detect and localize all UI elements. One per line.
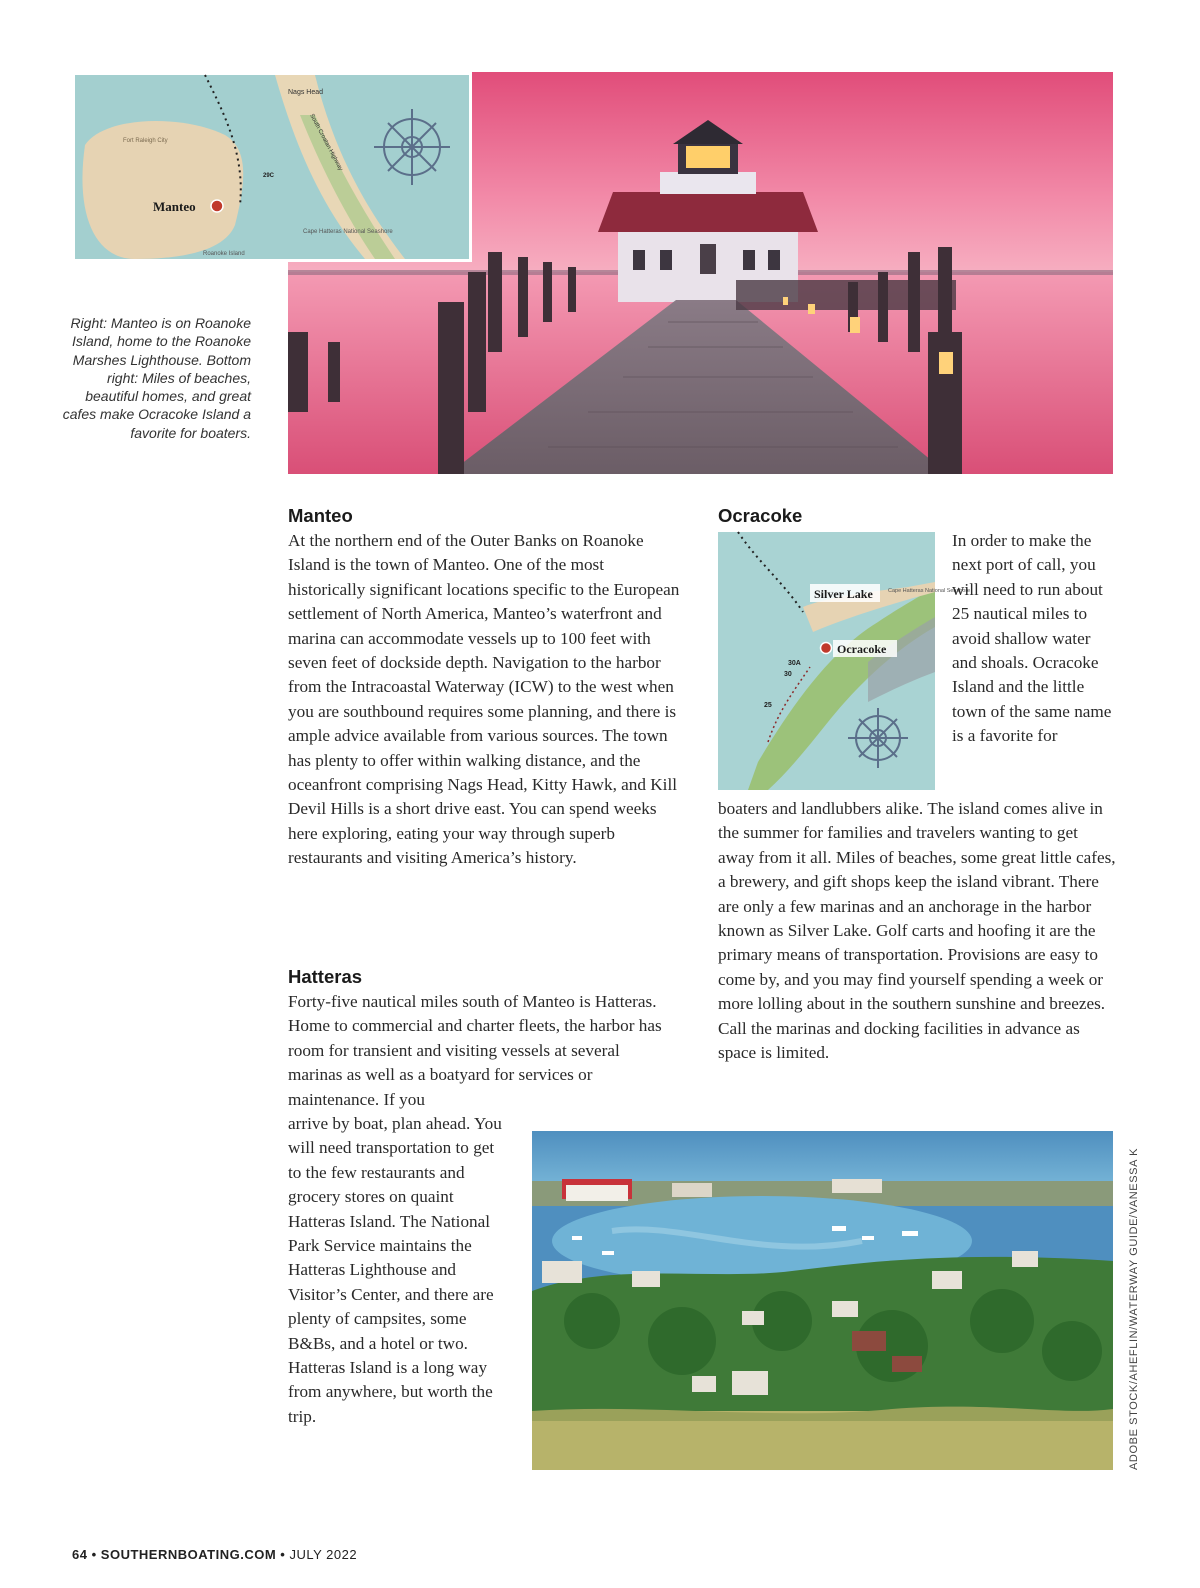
marker-30a-label: 30A	[788, 660, 801, 667]
hatteras-heading: Hatteras	[288, 966, 363, 987]
marker-30-label: 30	[784, 671, 792, 678]
footer-separator: •	[91, 1547, 97, 1562]
photo-credit: ADOBE STOCK/AHEFLIN/WATERWAY GUIDE/VANESSA K	[1128, 1147, 1140, 1470]
ocracoke-body-text-bottom: boaters and landlubbers alike. The island comes alive in the summer for families and travelers wanting to get away from it all. Miles of beaches, some great little cafes, a brewery, and gift shops keep the island vibrant. There are only a few marinas and an anchorage in the harbor known as Silver Lake. Golf carts and hoofing it are the primary means of transportation. Provisions are easy to come by, and you may find yourself spending a week or more lolling about in the southern sunshine and breezes. Call the marinas and docking facilities in advance as space is limited.	[718, 799, 1116, 1063]
page-footer	[72, 1547, 357, 1562]
footer-site: SOUTHERNBOATING.COM	[100, 1547, 277, 1562]
page-number: 64	[72, 1547, 88, 1562]
manteo-map-town-label: Manteo	[153, 199, 196, 214]
nags-head-label: Nags Head	[288, 89, 324, 96]
seashore-label: Cape Hatteras National Seashore	[303, 229, 393, 235]
ocracoke-map	[718, 532, 971, 790]
roanoke-island-label: Roanoke Island	[203, 251, 245, 257]
marker-29c-label: 29C	[263, 173, 275, 179]
ocracoke-heading: Ocracoke	[718, 505, 803, 526]
silver-lake-label: Silver Lake	[814, 587, 873, 601]
manteo-map	[72, 72, 472, 262]
photo-caption: Right: Manteo is on Roanoke Island, home to the Roanoke Marshes Lighthouse. Bottom right: Miles of beaches, beautiful homes, and great cafes make Ocracoke Island a favorite for boaters.	[62, 315, 251, 441]
manteo-body-text: At the northern end of the Outer Banks on Roanoke Island is the town of Manteo. One of the most historically significant locations specific to the European settlement of North America, Manteo’s waterfront and marina can accommodate vessels up to 100 feet with seven feet of dockside depth. Navigation to the harbor from the Intracoastal Waterway (ICW) to the west when you are southbound requires some planning, and there is ample advice available from various sources. The town has plenty to offer within walking distance, and the oceanfront comprising Nags Head, Kitty Hawk, and Kill Devil Hills is a short drive east. You can spend weeks here exploring, eating your way through superb restaurants and visiting America’s history.	[288, 531, 680, 868]
footer-separator: •	[280, 1547, 286, 1562]
ocracoke-map-town-label: Ocracoke	[837, 642, 887, 656]
hatteras-body-text-top: Forty-five nautical miles south of Manteo is Hatteras. Home to commercial and charter fleets, the harbor has room for transient and visiting vessels at several marinas as well as a boatyard for services or maintenance. If you	[288, 992, 662, 1109]
road-label: South Croatan Highway	[308, 113, 344, 172]
fort-raleigh-label: Fort Raleigh City	[123, 138, 168, 144]
footer-date: JULY 2022	[289, 1547, 358, 1562]
harbor-photo-ocracoke	[532, 1131, 1113, 1470]
ocracoke-body-text-top: In order to make the next port of call, you will need to run about 25 nautical miles to avoid shallow water and shoals. Ocracoke Island and the little town of the same name is a favorite for	[952, 531, 1112, 746]
hatteras-body-text-bottom: arrive by boat, plan ahead. You will need transportation to get to the few restaurants and grocery stores on quaint Hatteras Island. The National Park Service maintains the Hatteras Lighthouse and Visitor’s Center, and there are plenty of campsites, some B&Bs, and a hotel or two. Hatteras Island is a long way from anywhere, but worth the trip.	[288, 1114, 502, 1426]
ocracoke-seashore-label: Cape Hatteras National Seashore	[888, 588, 971, 594]
marker-25-label: 25	[764, 702, 772, 709]
manteo-heading: Manteo	[288, 505, 353, 526]
